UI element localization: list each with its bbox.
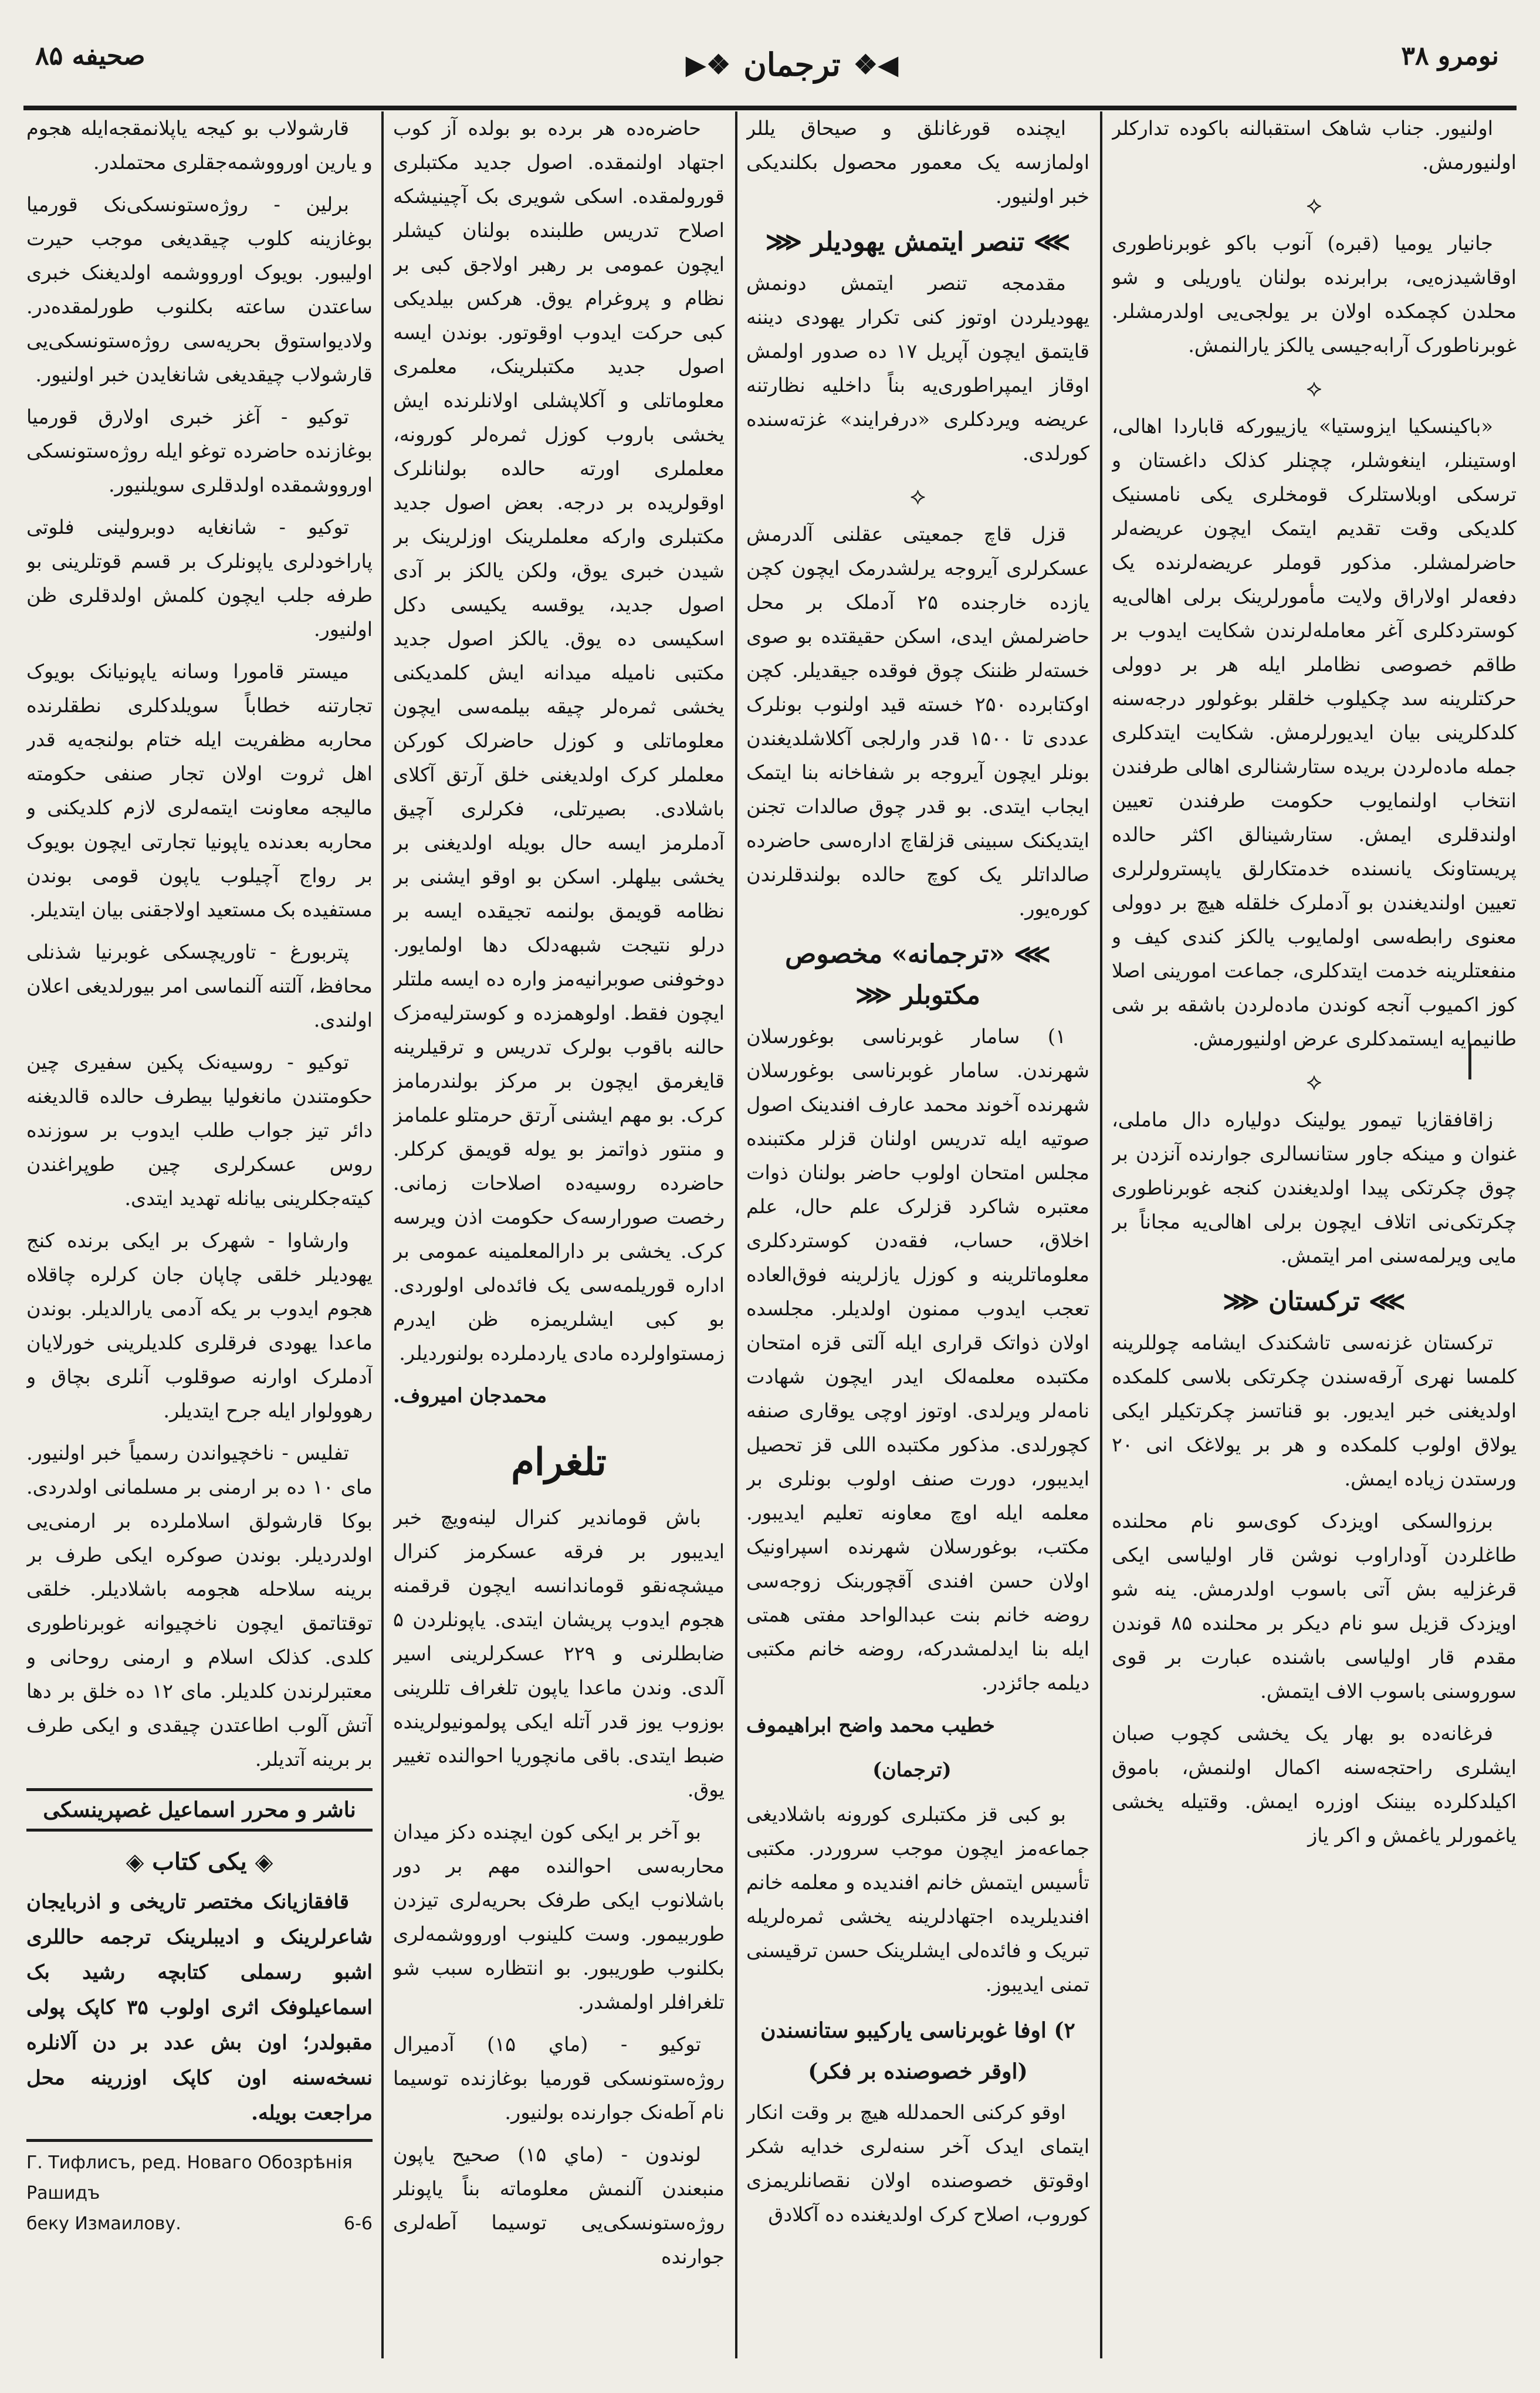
- ornament-icon: ◀❖: [853, 49, 899, 80]
- ornament-icon: ❖▶: [685, 49, 731, 80]
- ornament-icon: ◈: [126, 1848, 153, 1876]
- article-text: ترکستان غزنه‌سی تاشکندک ایشامه چوللرینه کلمسا نهری آرقه‌سندن چکرتکی بلاسی کلمکده اولدیغنی خبر ایدیور. بو قناتسز چکرتکیلر ایکی یولاق اولوب کلمکده و هر بر یولاغک انی ۲۰ ورستدن زیاده ایمش.: [1112, 1331, 1517, 1490]
- article-text: توکیو - شانغایه دوبرولینی فلوتی پاراخودلری یاپونلرک بر قسم قوتلرینی بو طرفه جلب ایچون کلمش اولدقلری ظن اولنیور.: [26, 516, 373, 641]
- article-text: قارشولاب بو کیجه یاپلانمقجه‌ایله هجوم و یارین اورووشمه‌جقلری محتملدر.: [26, 117, 373, 174]
- article-text: وارشاوا - شهرک بر ایکی برنده کنج یهودیلر خلقی چاپان جان کرلره چاقلاه هجوم ایدوب بر یکه آدمی یارالدیلر. بوندن ماعدا یهودی فرقلری کلدیلرینی خورلایان آدملرک اوارنه صوقلوب آنلری بچاق و رهوولوار ایله جرح ایتدیلر.: [26, 1229, 373, 1422]
- heading-text: تنصر ایتمش یهودیلر: [811, 227, 1025, 257]
- article-text: توکیو - آغز خبری اولارق قورمیا بوغازنده حاضرده توغو ایله روژه‌ستونسکی اورووشمقده اولدقلری سویلنیور.: [26, 405, 373, 496]
- ornament-icon: ⋙: [1004, 939, 1051, 969]
- article-text: توکیو - (ماي ۱۵) آدمیرال روژه‌ستونسکی قورمیا بوغازنده توسیما نام آطه‌نک جوارنده بولنیور.: [393, 2033, 725, 2124]
- newspaper-title: [663, 35, 921, 94]
- column-1: [1112, 111, 1517, 2358]
- article-text: پتربورغ - تاوریچسکی غوبرنیا شذنلی محافظ، آلتنه آلنماسی امر بیورلدیغی اعلان اولندی.: [26, 940, 373, 1031]
- column-3: [393, 111, 725, 2358]
- issue-number: نومرو ۳۸: [1401, 41, 1499, 71]
- heading-text: ترکستان: [1268, 1287, 1360, 1316]
- column-2: [746, 111, 1089, 2358]
- article-text: باش قوماندیر کنرال لینه‌ویچ خبر ایدیبور بر فرقه عسکرمز کنرال میشچه‌نقو قوماندانسه ایچون قرقمنه هجوم ایدوب پریشان ایتدی. یاپونلردن ۵ ضابطلرنی و ۲۲۹ عسکرلرینی اسیر آلدی. وندن ماعدا یاپون تلغراف تللرینی بوزوب یوز قدر آتله ایکی پولمونیولرینده ضبط ایتدی. باقی مانچوریا احوالنده تغییر یوق.: [393, 1506, 725, 1801]
- article-text: زاقافقازیا تیمور یولینک دولیاره دال ماملی، غنوان و مینکه جاور ستانسالری جوارنده آنزدن بر چوق چکرتکی پیدا اولدیغندن کنجه غوبرناطوری چکرتکی‌نی اتلاف ایچون برلی اهالی‌یه مجاناً بر مایی ویرلمه‌سنی امر ایتمش.: [1112, 1108, 1517, 1267]
- article-text: اولنیور. جناب شاهک استقبالنه باکوده تدارکلر اولنیورمش.: [1112, 117, 1517, 174]
- section-heading-letters: [746, 934, 1089, 1016]
- column-rule: [1100, 111, 1102, 2358]
- article-text: ایچنده قورغانلق و صیحاق یللر اولمازسه یک معمور محصول بکلندیکی خبر اولنیور.: [746, 117, 1089, 208]
- separator-ornament-icon: ⟡: [1306, 1068, 1322, 1095]
- publisher-line: ناشر و محرر اسماعیل غصپرینسکی: [26, 1788, 373, 1832]
- ornament-icon: ◈: [246, 1848, 273, 1876]
- ornament-icon: ⋘: [765, 227, 811, 257]
- article-text: قزل قاچ جمعیتی عقلنی آلدرمش عسکرلری آیروجه یرلشدرمک ایچون کچن یازده خارجنده ۲۵ آدملک بر محل حاضرلمش ایدی، اسکن حقیقتده بو صوی خسته‌لر ظننک چوق فوقده جیقدیلر. کچن اوکتابرده ۲۵۰ خسته قید اولنوب بونلرک عددی تا ۱۵۰۰ قدر وارلجی آکلاشلدیغندن بونلر ایچون آیروجه بر شفاخانه بنا ایتمک ایجاب ایتدی. بو قدر چوق صالدات تجنن ایتدیکنک سبینی قزلقاچ اداره‌سی حاضرده صالداتلر یک کوچ حالده بولندقلرندن کوره‌یور.: [746, 523, 1089, 920]
- separator-ornament-icon: ⟡: [910, 483, 926, 510]
- article-text: تفلیس - ناخچیواندن رسمیاً خبر اولنیور. مای ۱۰ ده بر ارمنی بر مسلمانی اولدردی. بوکا قارشولق اسلاملرده بر ارمنی‌یی اولدردیلر. بوندن صوکره ایکی طرف بر برینه سلاحله هجومه باشلادیلر. خلقی توقتاتمق ایچون ناخچیوانه غوبرناطوری کلدی. کذلک اسلام و ارمنی روحانی و معتبرلرندن کلدیلر. مای ۱۲ ده خلق بر دها آتش آلوب اطاعتدن چیقدی و ایکی طرف بر برینه آتدیلر.: [26, 1441, 373, 1771]
- article-text: لوندون - (ماي ۱۵) صحیح یاپون منبعندن آلنمش معلوماته بناً یاپونلر روژه‌ستونسکی‌یی توسیما آطه‌لری جوارنده: [393, 2143, 725, 2268]
- letter-subheading: ۲) اوفا غوبرناسی یارکیبو ستانسندن (اوقر خصوصنده بر فکر): [760, 2018, 1075, 2084]
- imprint-line: Г. Тифлисъ, ред. Новаго Обозрѣнія Рашидъ: [26, 2152, 353, 2204]
- ornament-icon: ⋙: [1024, 227, 1071, 257]
- article-text: میستر قامورا وسانه یاپونیانک بویوک تجارتنه خطاباً سویلدکلری نطقلرنده محاربه مظفریت ایله ختام بولنجه‌یه قدر اهل ثروت اولان تجار صنفی حکومته مالیجه معاونت ایتمه‌لری لازم کلدیکنی و محاربه بعدنده یاپونیا تجارتی ایچون بویوک بر رواج آچیلوب یاپون قومی بوندن مستفیده بک مستعید اولاجقنی بیان ایتدیلر.: [26, 660, 373, 921]
- ad-heading: [26, 1843, 373, 1881]
- signature: خطیب محمد واضح ابراهیموف: [746, 1714, 995, 1737]
- page-number: صحیفه ۸۵: [35, 41, 145, 71]
- source-note: (ترجمان): [872, 1758, 952, 1781]
- heading-text: یکی کتاب: [152, 1848, 247, 1876]
- article-text: جانیار یومیا (قبره) آنوب باکو غوبرناطوری اوقاشیدزه‌یی، برابرنده بولنان یاوریلی و شو محلدن کچمکده اولان بر یولجی‌یی اولدرمشلر. غوبرناطورک آرابه‌جیسی یالکز یارالنمش.: [1112, 232, 1517, 357]
- separator-ornament-icon: ⟡: [1306, 192, 1322, 219]
- article-text: «باکینسکیا ایزوستیا» یازییورکه قاباردا اهالی، اوستینلر، اینغوشلر، چچنلر کذلک داغستان و ترسکی اوبلاستلرک قومخلری یکی نامسنیک کلدیکی وقت تقدیم ایتمک ایچون عریضه‌لر حاضرلمشلر. مذکور قوملر عریضه‌لرنده یک دفعه‌لر اولاراق ولایت مأمورلرینک برلی اهالی‌یه کوستردکلری آغر معامله‌لرندن شکایت ایدوب بر طاقم خصوصی نظاملر ایله هر بر دوولی حرکتلرینه سد چکیلوب خلقلر بوغولور درجه‌سنه کلدکلرینی بیان ایدیورلرمش. شکایت ایتدکلری جمله ماده‌لردن بریده ستارشنالری اهالی طرفندن انتخاب اولنمایوب حکومت طرفندن تعیین اولندقلری ایمش. ستارشینالق اکثر حالده پریستاونک یانسنده خدمتکارلق یاپسترولرلری تعیین اولندیغندن بو آدملرک خلقله هیچ بر دوولی معنوی رابطه‌سی اولمایوب یالکز کندی کیف و منفعتلرینه خدمت ایتدکلری، جماعت امورینی اصلا کوز اکمیوب آنجه کوندن ماده‌لردن باشقه بر شی طانیمایه ایستمدکلری عرض اولنیورمش.: [1112, 415, 1517, 1050]
- imprint-row: [26, 2209, 373, 2239]
- title-text: ترجمان: [743, 46, 841, 83]
- advertisement-text: قافقازیانک مختصر تاریخی و اذربایجان شاعرلرینک و ادیبلرینک ترجمه حاللری اشبو رسملی کتابچه رشید بک اسماعیلوفک اثری اولوب ۳۵ کاپک پولی مقبولدر؛ اون بش عدد بر دن آلانلره نسخه‌سنه اون کاپک اوزرینه محل مراجعت بویله.: [26, 1890, 373, 2125]
- ornament-icon: ⋘: [855, 980, 901, 1010]
- heading-text: «ترجمانه» مخصوص مکتوبلر: [785, 939, 1005, 1010]
- article-text: اوقو کرکنی الحمدلله هیچ بر وقت انکار ایتمای ایدک آخر سنه‌لری خدایه شکر اوقوتق خصوصنده اولان نقصانلریمزی کوروب، اصلاح کرک اولدیغنده ده آکلادق: [746, 2101, 1089, 2226]
- article-text: فرغانه‌ده بو بهار یک یخشی کچوب صبان ایشلری راحتجه‌سنه اکمال اولنمش، باموق اکیلدکلرده بیننک اوزره ایمش. وقتیله یخشی یاغمورلر یاغمش و اکر یاز: [1112, 1722, 1517, 1847]
- section-heading-telegram: تلغرام: [511, 1440, 607, 1484]
- masthead: [23, 35, 1517, 110]
- ornament-icon: ⋙: [1359, 1287, 1406, 1316]
- imprint-footer: [26, 2139, 373, 2239]
- imprint-line: беку Измаилову.: [26, 2213, 181, 2234]
- column-rule: [381, 111, 384, 2358]
- article-text: ۱) سامار غوبرناسی بوغورسلان شهرندن. سامار غوبرناسی بوغورسلان شهرنده آخوند محمد عارف افندینک اصول صوتیه ایله تدریس اولنان قزلر مکتبنده مجلس امتحان اولوب حاضر بولنان ذوات معتبره شاکرد قزلرک علم حال، علم اخلاق، حساب، فقه‌دن کوستردکلری معلوماتلرینه و کوزل یازلرینه فوق‌العاده تعجب ایدوب ممنون اولدیلر. مجلسده اولان ذواتک قراری ایله آلتی قزه امتحان مکتبده معلمه‌لک ایدر ایچون شهادت نامه‌لر ویرلدی. اوتوز اوچی یوقاری صنفه کچورلدی. مذکور مکتبده اللی قز تحصیل ایدیبور، دورت صنف اولوب بونلری بر معلمه ایله اوچ معاونه تعلیم ایدیبور. مکتب، بوغورسلان شهرنده اسپراونیک اولان حسن افندی آقچوربنک زوجه‌سی روضه خانم بنت عبدالواحد مفتی همتی ایله بنا ایدلمشدرکه، روضه خانم مکتبی دیلمه جائزدر.: [746, 1025, 1089, 1694]
- separator-ornament-icon: ⟡: [1306, 375, 1322, 402]
- article-text: برزوالسکی اویزدک کوی‌سو نام محلنده طاغلردن آوداراوب نوشن قار اولیاسی ایکی قرغزلیه بش آتی باسوب اولدرمش. ینه شو اویزدک قزیل سو نام دیکر بر محلنده ۸۵ قوندن مقدم قار اولیاسی باشنده عبارت بر قوی سوروسنی باسوب الاف ایتمش.: [1112, 1509, 1517, 1702]
- article-text: بو کبی قز مکتبلری کورونه باشلادیغی جماعه‌مز ایچون موجب سروردر. مکتبی تأسیس ایتمش خانم افندیده و معلمه خانم افندیلریده اجتهادلرینه یخشی ثمره‌لریله تبریک و فائده‌لی ایشلرینک حسن ترقیسنی تمنی ایدیبوز.: [746, 1803, 1089, 1996]
- column-4: [26, 111, 373, 2358]
- article-text: بو آخر بر ایکی کون ایچنده دکز میدان محاربه‌سی احوالنده مهم بر دور باشلانوب ایکی طرفک بحریه‌لری تیزدن طوربیمور. وست کلینوب اورووشمه‌لری بکلنوب طوریبور. بو انتظاره سبب شو تلغرافلر اولمشدر.: [393, 1820, 725, 2013]
- article-text: حاضره‌ده هر برده بو بولده آز کوب اجتهاد اولنمقده. اصول جدید مکتبلری قورولمقده. اسکی شویری بک آچینیشکه اصلاح تدریس طلبنده بولنان کیشلر ایچون عمومی بر رهبر اولاجق کبی بر نظام و پروغرام یوق. هرکس بیلدیکی کبی حرکت ایدوب اوقوتور. بوندن ایسه اصول جدید مکتبلرینک، معلمری معلوماتلی و آکلاپشلی اولانلرنده ایش یخشی باروب کوزل ثمره‌لر کورونه، معلملری اورته حالده بولنانلرک اوقولریده بر درجه. بعض اصول جدید مکتبلری وارکه معلملرینک اوزلرینک بر شیدن خبری یوق، ولکن یالکز بر آدی اصول جدید، یوقسه یکیسی دکل اسکیسی ده یوق. یالکز اصول جدید مکتبی نامیله میدانه ایش کلمدیکنی یخشی ثمره‌لر چیقه بیلمه‌سی ایچون معلوماتلی و کوزل حاضرلک کورکن معلملر کرک اولدیغنی خلق آرتق آکلای باشلادی. بصیرتلی، فکرلری آچیق آدملرمز ایسه حال بویله اولدیغنی بر یخشی بیلهلر. اسکن بو اوقو ایشنی بر نظامه قویمق بولنمه تجیقده ایسه بر درلو نتیجت شبهه‌دلک دها اولمایور. دوخوفنی صوبرانیه‌مز واره ده ایسه ملتلر ایچون فقط. اولوهمزده و کوسترلیه‌مزک حالنه باقوب بولرک تدریس و ترقیلرینه قایغرمق ایچون بر مرکز بولندرمامز کرک. بو مهم ایشنی آرتق حرمتلو علمامز و منتور ذواتمز بو یوله قویمق کرکلر. حاضرده روسیه‌ده اصلاحات زمانی. رخصت صورارسه‌ک حکومت اذن ویرسه کرک. یخشی بر دارالمعلمینه عمومی بر اداره قوریلمه‌سی یک فائده‌لی اولوردی. بو کبی ایشلریمزه ظن ایدرم زمستواولرده مادی یاردملرده بولنوردیلر.: [393, 117, 725, 1365]
- imprint-code: 6-6: [344, 2213, 373, 2234]
- signature: محمدجان امیروف.: [393, 1384, 547, 1407]
- column-rule: [735, 111, 737, 2358]
- article-text: برلین - روژه‌ستونسکی‌نک قورمیا بوغازینه کلوب چیقدیغی موجب حیرت اولیبور. بویوک اورووشمه اولدیغنک خبری ساعتدن ساعته بکلنوب طورلمقده‌در. ولادیواستوق بحریه‌سی روژه‌ستونسکی‌یی قارشولاب چیقدیغی شانغایدن خبر اولنیور.: [26, 193, 373, 386]
- article-text: توکیو - روسیه‌نک پکین سفیری چین حکومتندن مانغولیا بیطرف حالده قالدیغنه دائر تیز جواب طلب ایدوب بر سوزنده روس عسکرلری چین طوپراغندن کیته‌جکلرینی بیانله تهدید ایتدی.: [26, 1051, 373, 1210]
- ornament-icon: ⋘: [1223, 1287, 1269, 1316]
- article-text: مقدمجه تنصر ایتمش دونمش یهودیلردن اوتوز کنی تکرار یهودی دیننه قایتمق ایچون آپریل ۱۷ ده صدور اولمش اوقاز ایمپراطوری‌یه بناً داخلیه نظارتنه عریضه ویردکلری «درفرایند» غزته‌سنده کورلدی.: [746, 272, 1089, 465]
- section-heading-converted-jews: [746, 222, 1089, 263]
- section-heading-turkistan: [1112, 1281, 1517, 1322]
